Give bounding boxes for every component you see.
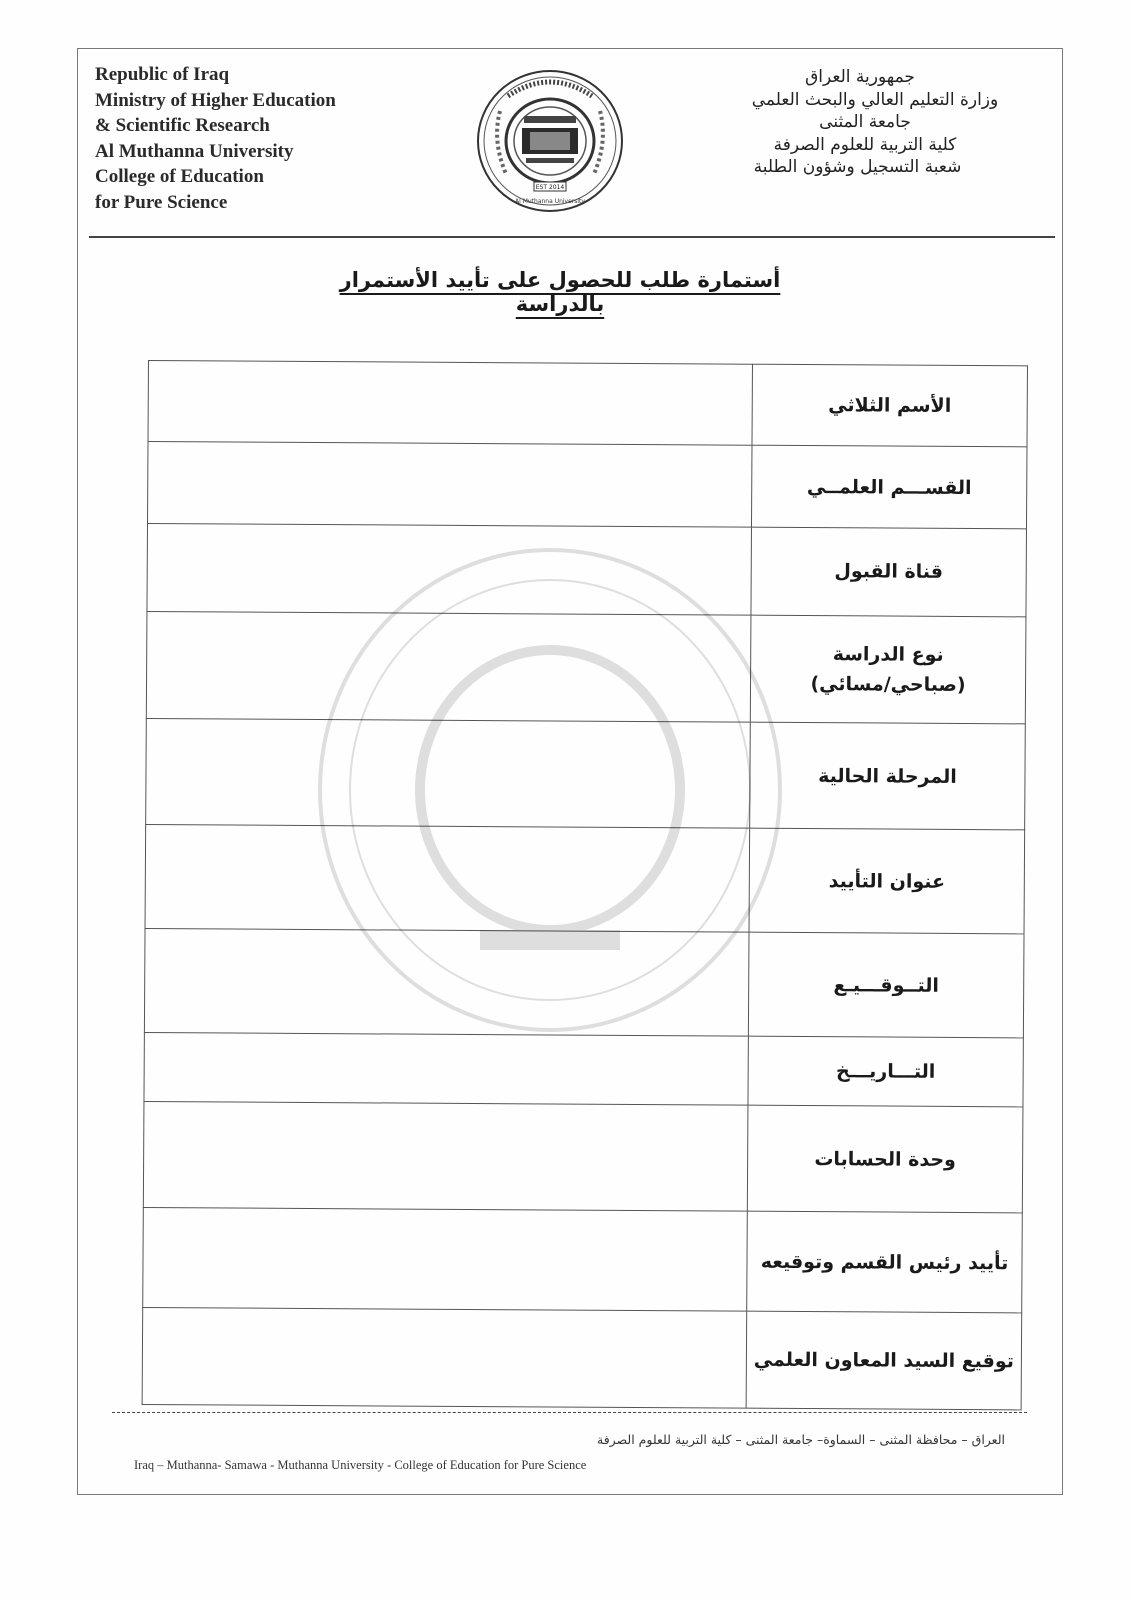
admission-channel-field[interactable]: [147, 523, 752, 614]
confirmation-address-field[interactable]: [145, 825, 750, 933]
arabic-header-line: كلية التربية للعلوم الصرفة: [773, 134, 957, 155]
form-row: [148, 442, 1027, 529]
accounts-unit-field[interactable]: [143, 1102, 748, 1212]
full-name-field[interactable]: [148, 361, 752, 446]
form-row: [142, 1308, 1022, 1410]
seal-est-text: EST 2014: [535, 184, 565, 191]
arabic-header-line: جمهورية العراق: [805, 67, 915, 87]
current-stage-field[interactable]: [146, 719, 751, 829]
form-row: [148, 361, 1027, 448]
field-label: الأسم الثلاثي: [752, 364, 1027, 447]
form-row: [143, 1208, 1023, 1313]
arabic-header-line: شعبة التسجيل وشؤون الطلبة: [753, 157, 962, 177]
english-header-line: Ministry of Higher Education: [95, 89, 336, 111]
english-header-line: College of Education: [95, 166, 264, 187]
department-head-field[interactable]: [143, 1208, 748, 1312]
form-row: [144, 929, 1024, 1038]
arabic-header: [720, 66, 1030, 179]
date-field[interactable]: [144, 1033, 748, 1106]
english-header-line: & Scientific Research: [95, 115, 270, 136]
seal-name-text: Al Muthanna University: [515, 198, 585, 205]
footer-arabic: العراق – محافظة المثنى – السماوة– جامعة المثنى – كلية التربية للعلوم الصرفة: [597, 1432, 1005, 1447]
english-header-line: Al Muthanna University: [95, 140, 294, 162]
form-row: [144, 1033, 1023, 1108]
field-label: قناة القبول: [751, 527, 1027, 616]
footer-english: Iraq – Muthanna- Samawa - Muthanna University - College of Education for Pure Science: [134, 1458, 587, 1472]
field-label: التــوقـــيـع: [748, 932, 1024, 1038]
arabic-header-line: جامعة المثنى: [819, 112, 911, 132]
form-row: [145, 825, 1025, 934]
form-row: [147, 523, 1027, 616]
field-label: المرحلة الحالية: [750, 723, 1026, 831]
field-label: توقيع السيد المعاون العلمي: [746, 1311, 1022, 1410]
university-seal-icon: [470, 66, 630, 216]
department-field[interactable]: [148, 442, 752, 527]
study-type-field[interactable]: [146, 611, 751, 723]
field-label: عنوان التأييد: [749, 829, 1025, 935]
form-table: [142, 360, 1028, 1410]
field-label: القســـم العلمــي: [751, 446, 1026, 529]
form-row: [146, 719, 1026, 830]
field-label: وحدة الحسابات: [747, 1106, 1023, 1214]
english-header-line: for Pure Science: [95, 191, 228, 213]
footer-divider: [112, 1412, 1027, 1413]
form-row: [143, 1102, 1023, 1213]
english-header: [95, 62, 415, 215]
field-label: التـــاريـــخ: [748, 1036, 1023, 1107]
scientific-assistant-field[interactable]: [142, 1308, 747, 1409]
signature-field[interactable]: [144, 929, 749, 1037]
form-title: أستمارة طلب للحصول على تأييد الأستمرار بالدراسة: [339, 268, 781, 316]
field-label: تأييد رئيس القسم وتوقيعه: [747, 1212, 1023, 1313]
english-header-line: Republic of Iraq: [95, 64, 230, 85]
arabic-header-line: وزارة التعليم العالي والبحث العلمي: [751, 89, 999, 110]
form-row: [146, 611, 1026, 724]
field-label: نوع الدراسة (صباحي/مسائي): [750, 615, 1026, 725]
header-divider: [89, 236, 1055, 238]
form-table-container: [148, 360, 1028, 1405]
